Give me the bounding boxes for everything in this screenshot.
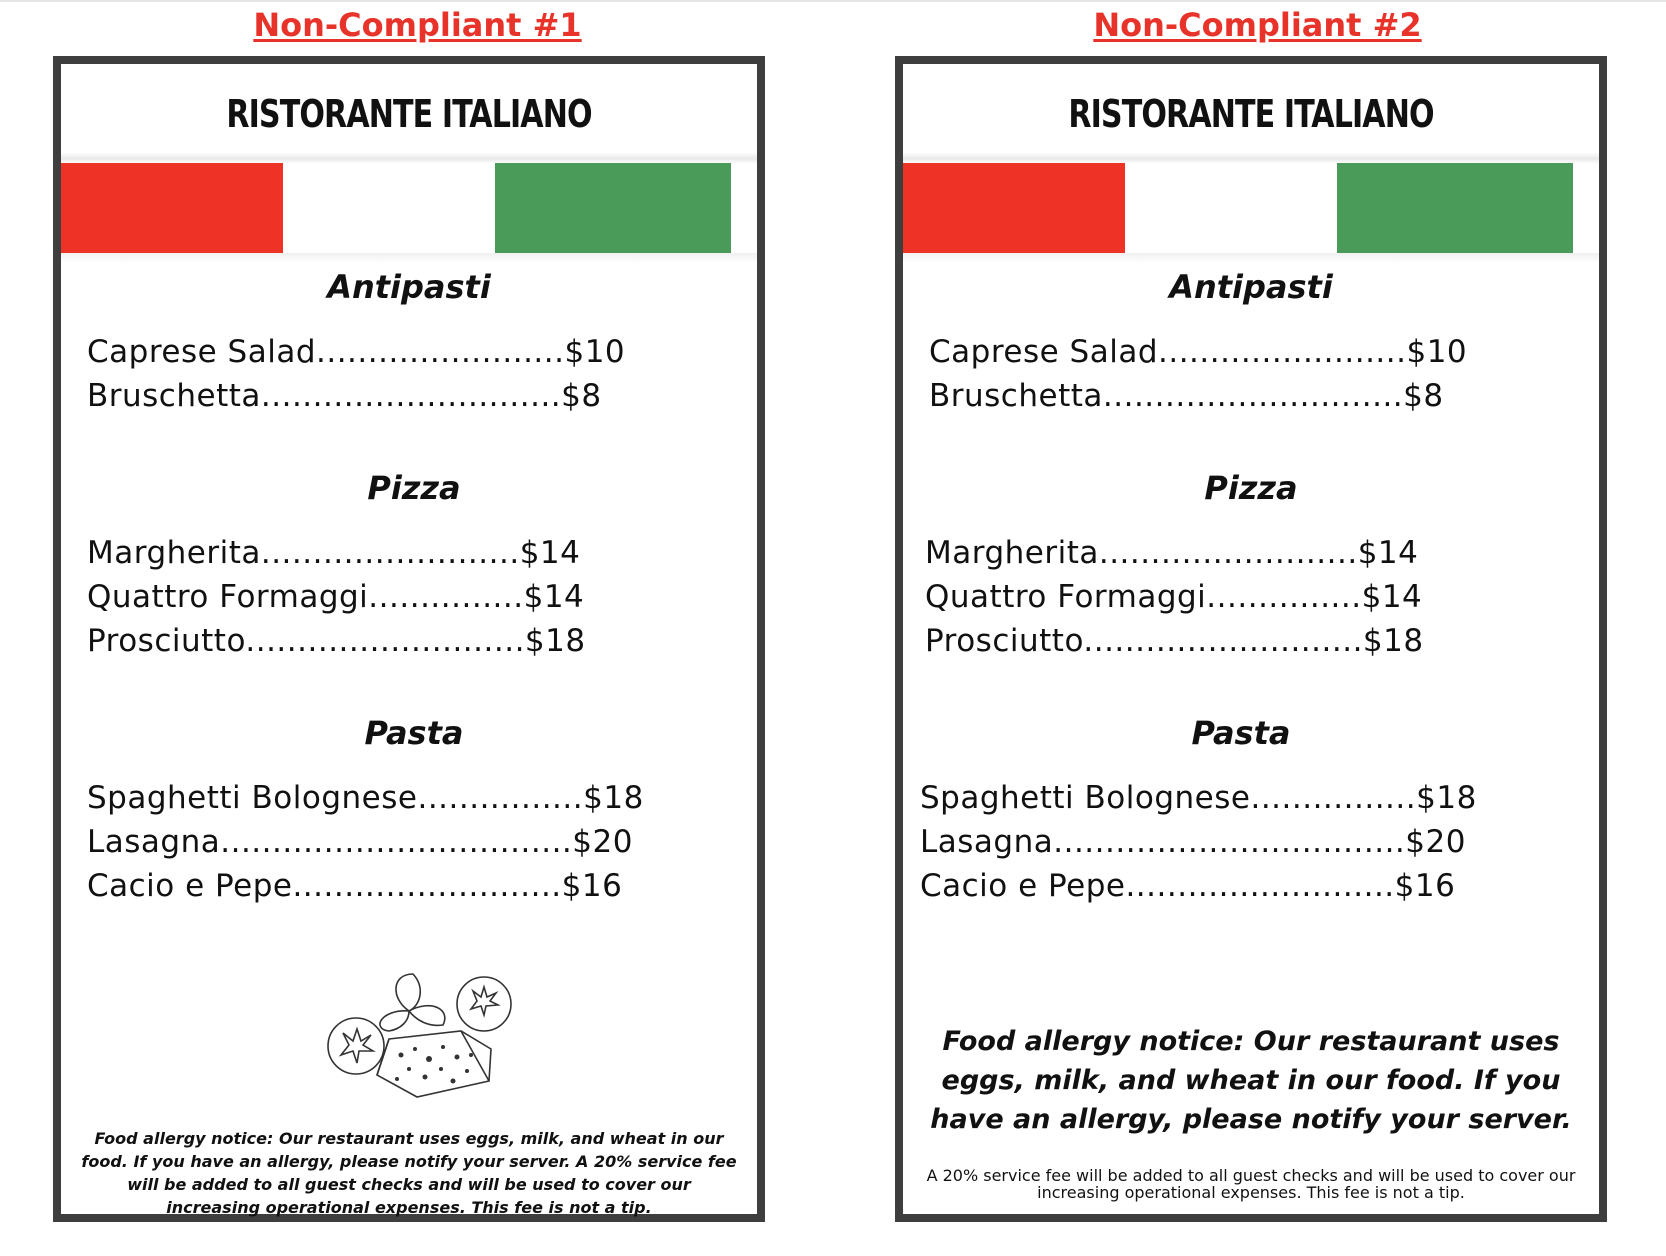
heading-non-compliant-2: Non-Compliant #2: [1093, 6, 1422, 44]
flag-white-stripe: [283, 163, 495, 253]
menu-item: Prosciutto...........................$18: [87, 623, 586, 659]
menu-card-1: [53, 56, 765, 1222]
menu-item: Spaghetti Bolognese................$18: [87, 780, 644, 816]
top-divider: [0, 0, 1666, 2]
menu-item: Margherita.........................$14: [87, 535, 581, 571]
flag-green-stripe: [1337, 163, 1573, 253]
section-antipasti: Antipasti: [327, 268, 491, 306]
menu-item: Lasagna..................................$20: [920, 824, 1466, 860]
section-pizza: Pizza: [1204, 469, 1298, 507]
flag-red-stripe: [61, 163, 283, 253]
menu-item: Margherita.........................$14: [925, 535, 1419, 571]
service-fee-notice: A 20% service fee will be added to all guest checks and will be used to cover our increasing operational expenses. This fee is not a tip.: [926, 1166, 1576, 1202]
section-pasta: Pasta: [364, 714, 464, 752]
menu-item: Quattro Formaggi...............$14: [87, 579, 585, 615]
italian-flag-banner: [61, 152, 757, 262]
section-pasta: Pasta: [1191, 714, 1291, 752]
menu-item: Spaghetti Bolognese................$18: [920, 780, 1477, 816]
menu-item: Lasagna..................................$20: [87, 824, 633, 860]
menu-item: Caprese Salad........................$10: [87, 334, 626, 370]
flag-green-stripe: [495, 163, 731, 253]
menu-card-2: [895, 56, 1607, 1222]
allergy-notice: Food allergy notice: Our restaurant uses eggs, milk, and wheat in our food. If you have an allergy, please notify your server.: [930, 1026, 1572, 1135]
menu-item: Cacio e Pepe..........................$16: [920, 868, 1456, 904]
menu-item: Bruschetta.............................$8: [929, 378, 1444, 414]
food-sketch-icon: [321, 969, 531, 1104]
italian-flag-banner: [903, 152, 1599, 262]
menu-item: Prosciutto...........................$18: [925, 623, 1424, 659]
menu-item: Bruschetta.............................$8: [87, 378, 602, 414]
restaurant-title: RISTORANTE ITALIANO: [226, 92, 592, 136]
flag-red-stripe: [903, 163, 1125, 253]
heading-non-compliant-1: Non-Compliant #1: [253, 6, 582, 44]
allergy-and-fee-notice: Food allergy notice: Our restaurant uses eggs, milk, and wheat in our food. If you have an allergy, please notify your server. A 20% service fee will be added to all guest checks and will be used to cover our increasing operational expenses. This fee is not a tip.: [81, 1129, 737, 1217]
menu-item: Quattro Formaggi...............$14: [925, 579, 1423, 615]
restaurant-title: RISTORANTE ITALIANO: [1068, 92, 1434, 136]
menu-item: Cacio e Pepe..........................$16: [87, 868, 623, 904]
menu-item: Caprese Salad........................$10: [929, 334, 1468, 370]
section-pizza: Pizza: [367, 469, 461, 507]
flag-white-stripe: [1125, 163, 1337, 253]
section-antipasti: Antipasti: [1169, 268, 1333, 306]
